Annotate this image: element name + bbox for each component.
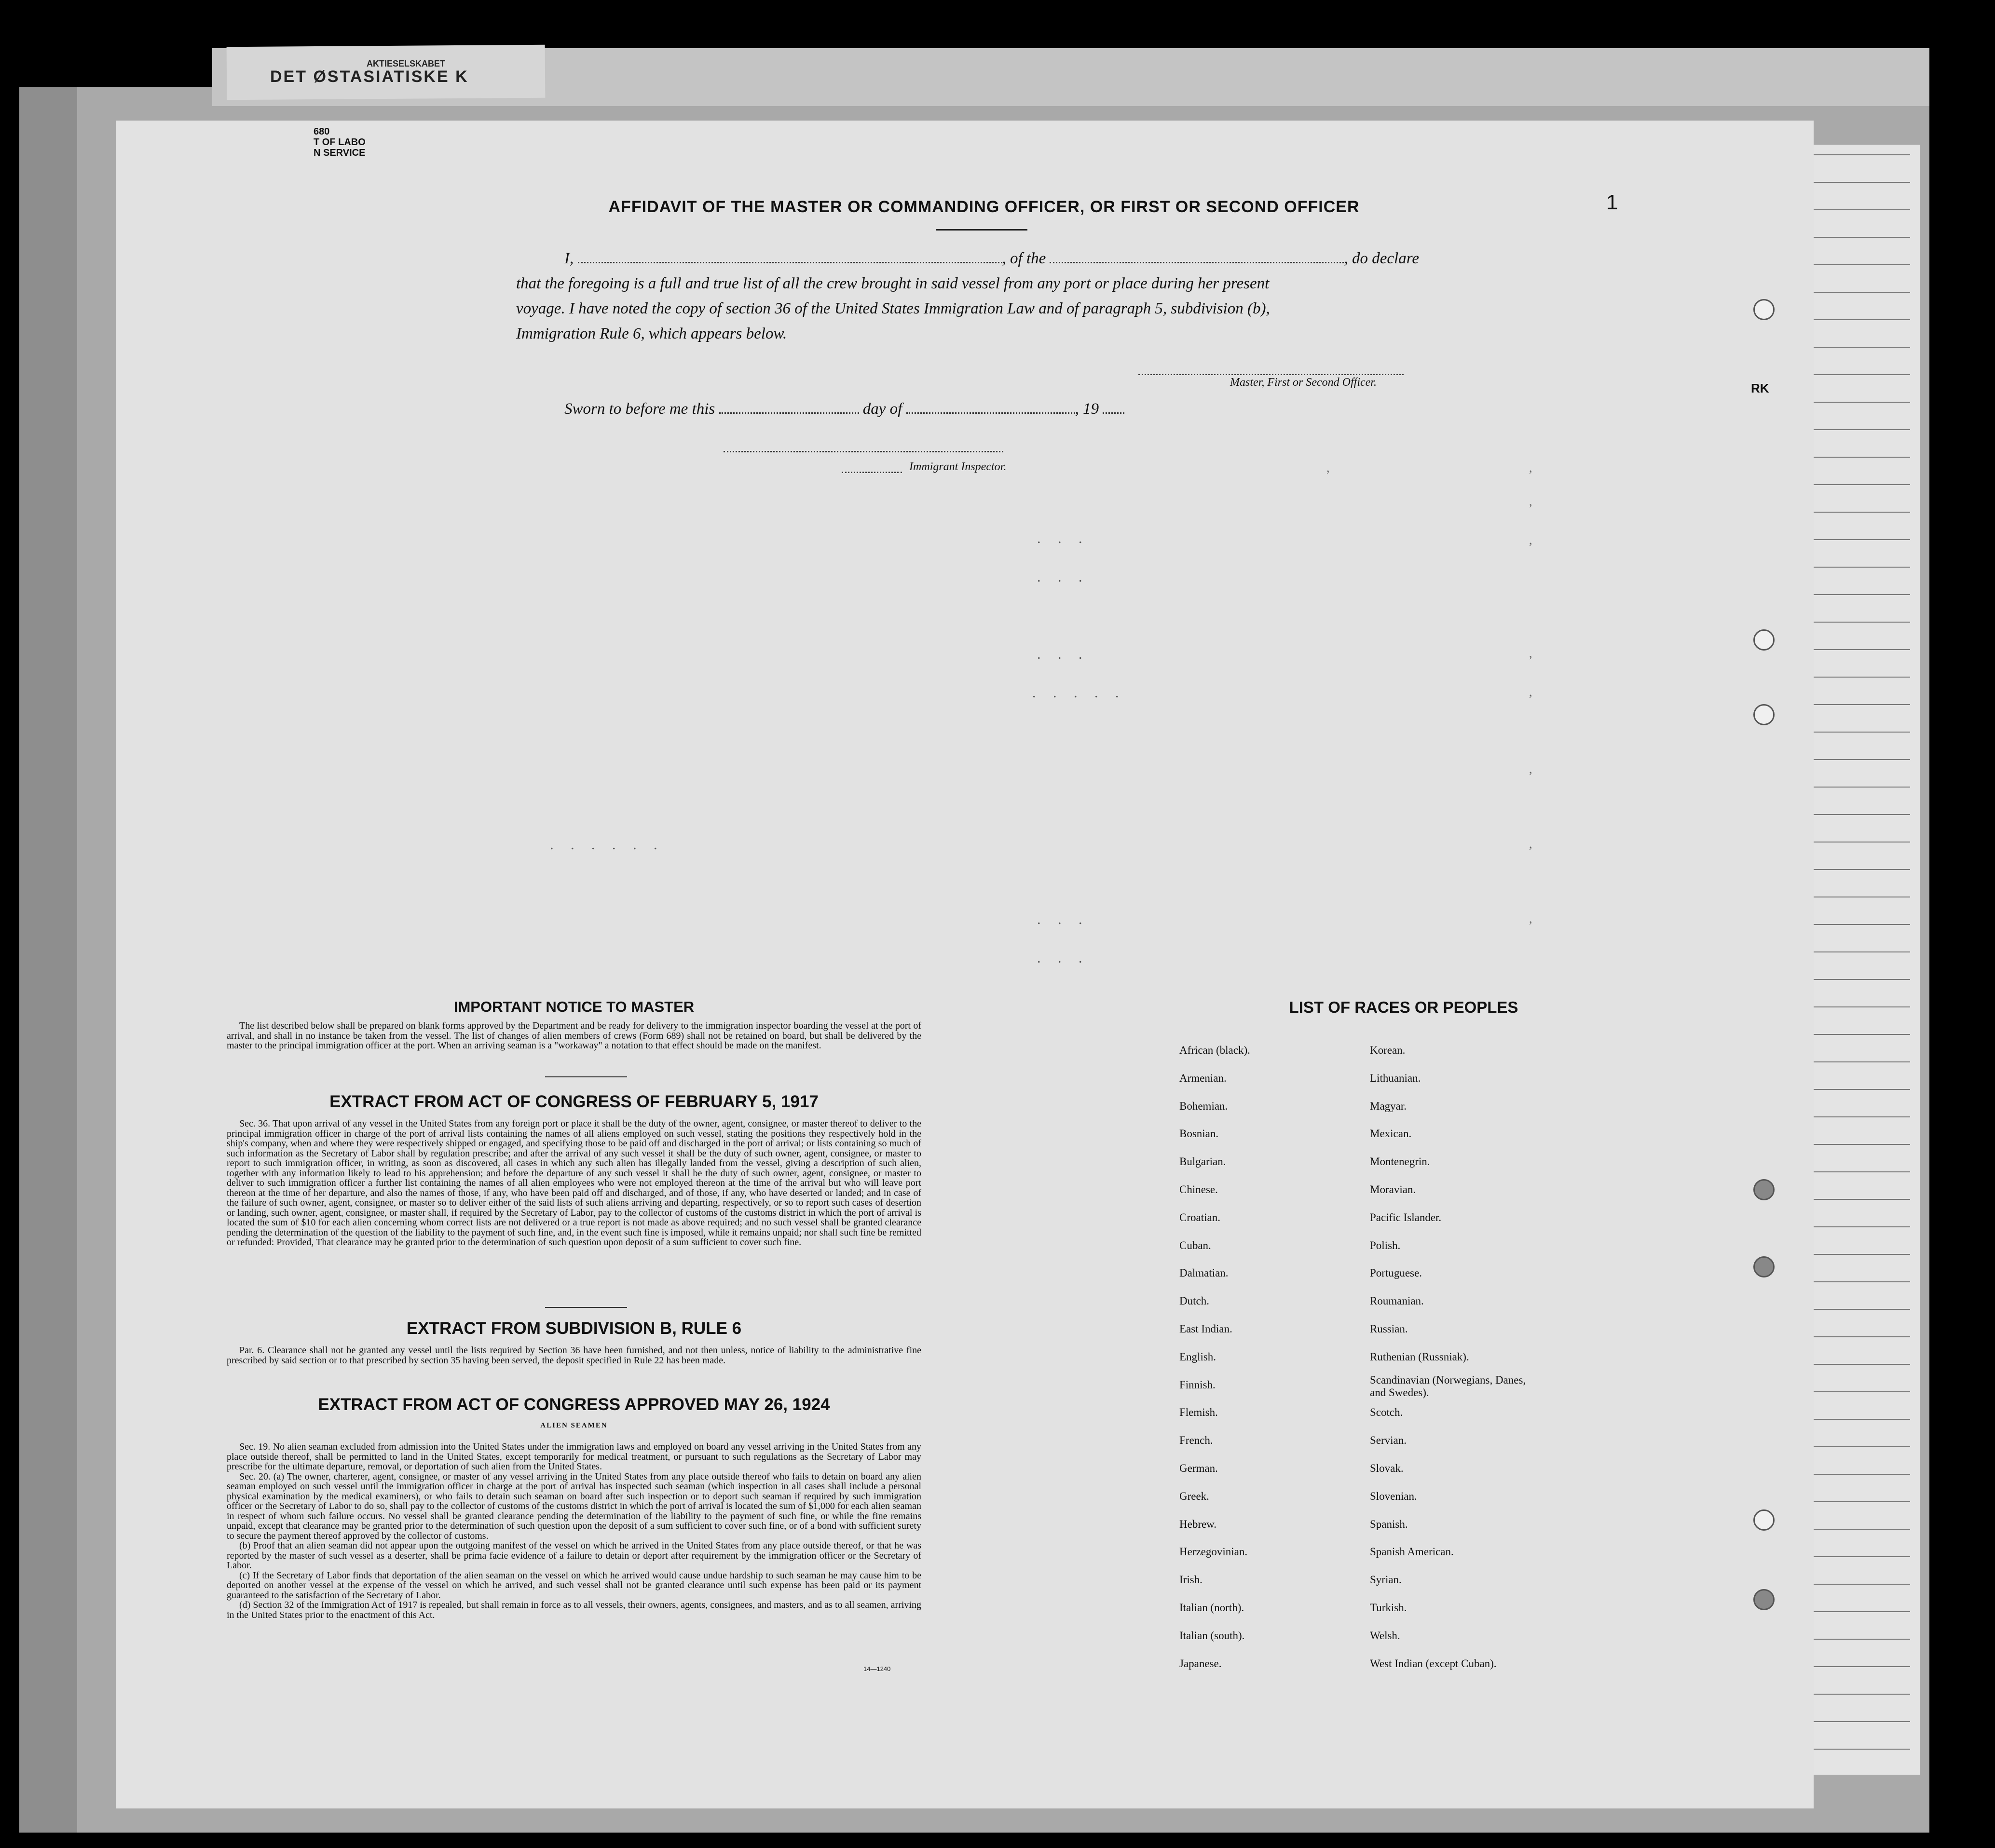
affidavit-line-3: voyage. I have noted the copy of section 36 of the United States Immigration Law and of paragraph 5, subdivision (b), [516,300,1270,317]
race-item: Dalmatian. [1179,1267,1229,1279]
inspector-signature-line-short [842,472,902,473]
race-item: French. [1179,1434,1213,1446]
sworn-line [564,396,1124,421]
race-item: Hebrew. [1179,1518,1217,1530]
tab-line [1814,677,1910,678]
extract-1917-text [227,1119,921,1248]
extract-1917-title: EXTRACT FROM ACT OF CONGRESS OF FEBRUARY 5, 1917 [329,1092,819,1111]
race-item: Slovenian. [1370,1490,1417,1502]
tab-line [1814,1721,1910,1722]
tab-line [1814,1336,1910,1337]
vessel-field[interactable] [1050,260,1344,263]
tab-line [1814,704,1910,705]
bleed-dots: . . . . . [1032,685,1126,701]
race-item: Armenian. [1179,1072,1227,1084]
punch-hole-icon [1753,1589,1775,1610]
race-item: Turkish. [1370,1602,1407,1614]
race-item: East Indian. [1179,1323,1232,1335]
punch-hole-icon [1753,1179,1775,1200]
tab-line [1814,1419,1910,1420]
race-item: Polish. [1370,1239,1401,1251]
extract-rule6-text [227,1345,921,1365]
sworn-day-field[interactable] [719,410,859,414]
tab-line [1814,1611,1910,1612]
corner-stamp-line: 680 [314,126,330,137]
notice-text [227,1021,921,1051]
tab-line [1814,1639,1910,1640]
bleed-dots: . . . [1037,569,1089,585]
tab-line [1814,1144,1910,1145]
race-item: Scotch. [1370,1406,1403,1418]
race-item: Bosnian. [1179,1128,1219,1140]
handwritten-mark: 1 [1606,190,1618,214]
race-item: Roumanian. [1370,1295,1424,1307]
race-item: Italian (south). [1179,1630,1245,1642]
race-item: Flemish. [1179,1406,1218,1418]
race-item: Ruthenian (Russniak). [1370,1351,1469,1363]
background-header-small: AKTIESELSKABET [367,59,446,68]
section-divider [545,1307,627,1308]
bleed-dots: . . . [1037,950,1089,966]
left-binding-strip [19,87,77,1833]
tab-line [1814,1501,1910,1502]
tab-line [1814,292,1910,293]
corner-stamp-line: T OF LABO [314,137,366,148]
tab-line [1814,1116,1910,1117]
affidavit-line-4: Immigration Rule 6, which appears below. [516,325,787,342]
tab-line [1814,924,1910,925]
race-item: Bulgarian. [1179,1155,1226,1168]
bleed-tick: , [1326,461,1330,475]
bleed-dots: . . . [1037,530,1089,546]
tab-line [1814,154,1910,155]
tab-line [1814,594,1910,595]
extract-1924-paragraph: (c) If the Secretary of Labor finds that deportation of the alien seaman on the vessel on which he arrived would cause undue hardship to such seaman he may cause him to be deported on another vessel at the expense of the vessel on which he arrived, and such vessel shall not be granted clearance until such expense has been paid or its payment guaranteed to the satisfaction of the Secretary of Labor. [227,1570,921,1601]
notice-title: IMPORTANT NOTICE TO MASTER [453,998,695,1015]
tab-line [1814,512,1910,513]
race-item: Syrian. [1370,1574,1402,1586]
tab-line [1814,1309,1910,1310]
tab-line [1814,1061,1910,1062]
race-item: Bohemian. [1179,1100,1228,1112]
extract-1924-paragraph: (d) Section 32 of the Immigration Act of 1917 is repealed, but shall remain in force as to all vessels, their owners, agents, consignees, and masters, and as to all seamen, arriving in the United States prior to the enactment of this Act. [227,1600,921,1620]
tab-line [1814,1281,1910,1282]
extract-1924-subtitle: ALIEN SEAMEN [540,1422,608,1429]
tab-line [1814,1666,1910,1667]
bleed-tick: , [1529,685,1532,699]
tab-line [1814,1391,1910,1392]
tab-line [1814,951,1910,952]
sworn-month-field[interactable] [906,410,1075,414]
tab-line [1814,182,1910,183]
tab-line [1814,1749,1910,1750]
tab-line [1814,374,1910,375]
tab-line [1814,1254,1910,1255]
extract-rule6-title: EXTRACT FROM SUBDIVISION B, RULE 6 [406,1319,742,1338]
extract-1924-title: EXTRACT FROM ACT OF CONGRESS APPROVED MAY 26, 1924 [318,1395,830,1414]
tab-line [1814,567,1910,568]
races-title: LIST OF RACES OR PEOPLES [1289,998,1518,1016]
sworn-year-label: , 19 [1075,400,1099,418]
tab-line [1814,347,1910,348]
race-item: Spanish. [1370,1518,1408,1530]
tab-line [1814,1034,1910,1035]
tab-line [1814,1584,1910,1585]
bleed-tick: , [1529,837,1532,851]
race-item: Mexican. [1370,1128,1412,1140]
tab-line [1814,1474,1910,1475]
tab-line [1814,979,1910,980]
background-header: DET ØSTASIATISKE K [270,68,469,86]
punch-hole-icon [1753,1509,1775,1531]
bleed-tick: , [1529,911,1532,925]
tab-line [1814,402,1910,403]
inspector-label: Immigrant Inspector. [909,461,1007,473]
tab-line [1814,759,1910,760]
notice-paragraph: The list described below shall be prepared on blank forms approved by the Department and be ready for delivery to the immigration inspector boarding the vessel at the port of arrival, and shall in no instance be taken from the vessel. The list of changes of alien members of crews (Form 689) shall not be retained on board, but shall be delivered by the master to the principal immigration officer at the port. When an arriving seaman is a "workaway" a notation to that effect should be made on the manifest. [227,1020,921,1051]
affidavit-i: I, [564,250,574,267]
race-item: Cuban. [1179,1239,1211,1251]
race-item: African (black). [1179,1044,1250,1056]
extract-1924-text [227,1442,921,1620]
tab-line [1814,1006,1910,1007]
extract-1917-paragraph: Sec. 36. That upon arrival of any vessel in the United States from any foreign port or place it shall be the duty of the owner, agent, consignee, or master thereof to deliver to the principal immigration officer in charge of the port of arrival lists containing the names of all aliens employed on such vessel, stating the positions they respectively hold in the ship's company, when and where they were respectively shipped or engaged, and specifying those to be paid off and discharged in the port of arrival; or lists containing so much of such information as the Secretary of Labor shall by regulation prescribe; and after the arrival of any such vessel it shall be the duty of such owner, agent, consignee, or master to report to such immigration officer, in writing, as soon as discovered, all cases in which any such alien has illegally landed from the vessel, giving a description of such alien, together with any information likely to lead to his apprehension; and before the departure of any such vessel it shall be the duty of such owner, agent, consignee, or master to deliver to such immigration officer a further list containing the names of all alien employees who were not employed thereon at the time of the arrival but who will leave port thereon at the time of her departure, and also the names of those, if any, who have been paid off and discharged, and of those, if any, who have deserted or landed; and in case of the failure of such owner, agent, consignee, or master so to deliver either of the said lists of such aliens arriving and departing, respectively, or so to report such cases of desertion or landing, such owner, agent, consignee, or master shall, if required by the Secretary of Labor, pay to the collector of customs of the customs district in which the port of arrival is located the sum of $10 for each alien concerning whom correct lists are not delivered or a true report is not made as above required; and no such vessel shall be granted clearance pending the determination of the question of the liability to the payment of such fine, and, in the event such fine is imposed, while it remains unpaid; nor shall such fine be remitted or refunded: Provided, That clearance may be granted prior to the determination of such question upon deposit of a sum sufficient to cover such fine. [227,1118,921,1248]
tab-line [1814,264,1910,265]
race-item: West Indian (except Cuban). [1370,1658,1497,1670]
tab-line [1814,1529,1910,1530]
affidavit-line-1 [564,246,1419,271]
name-field[interactable] [578,260,1002,263]
tab-line [1814,1364,1910,1365]
affidavit-title: AFFIDAVIT OF THE MASTER OR COMMANDING OFFICER, OR FIRST OR SECOND OFFICER [608,198,1360,216]
master-signature-line[interactable] [1138,374,1404,375]
bleed-tick: , [1529,533,1532,547]
race-item: Chinese. [1179,1183,1218,1196]
race-item: Japanese. [1179,1658,1222,1670]
title-divider [936,229,1027,231]
form-number: 14—1240 [863,1665,891,1672]
tab-line [1814,484,1910,485]
race-item: Scandinavian (Norwegians, Danes, and Swedes). [1370,1374,1526,1399]
tab-line [1814,1556,1910,1557]
tab-line [1814,622,1910,623]
race-item: English. [1179,1351,1216,1363]
tab-line [1814,1226,1910,1227]
bleed-dots: . . . [1037,646,1089,662]
section-divider [545,1076,627,1077]
affidavit-declare: , do declare [1344,250,1419,267]
bleed-tick: , [1529,461,1532,475]
tab-line [1814,1089,1910,1090]
tab-mark: RK [1751,381,1769,395]
race-item: Magyar. [1370,1100,1407,1112]
race-item: Herzegovinian. [1179,1546,1248,1558]
race-item: Servian. [1370,1434,1407,1446]
master-signature-label: Master, First or Second Officer. [1230,376,1377,389]
corner-stamp-line: N SERVICE [314,148,366,158]
tab-line [1814,814,1910,815]
tab-line [1814,649,1910,650]
sworn-label: Sworn to before me this [564,400,715,418]
bleed-dots: . . . . . . [550,837,664,853]
extract-1924-paragraph: Sec. 19. No alien seaman excluded from admission into the United States under the immigration laws and employed on board any vessel arriving in the United States from any place outside thereof, shall be permitted to land in the United States, except temporarily for medical treatment, or pursuant to such regulations as the Secretary of Labor may prescribe for the ultimate departure, removal, or deportation of such alien from the United States. [227,1441,921,1472]
punch-hole-icon [1753,704,1775,725]
race-item: Korean. [1370,1044,1406,1056]
race-item: Montenegrin. [1370,1155,1430,1168]
punch-hole-icon [1753,1256,1775,1277]
race-item: Finnish. [1179,1379,1216,1391]
punch-hole-icon [1753,299,1775,320]
inspector-signature-line[interactable] [724,451,1003,452]
race-item: Italian (north). [1179,1602,1244,1614]
race-item: Pacific Islander. [1370,1211,1442,1223]
extract-rule6-paragraph: Par. 6. Clearance shall not be granted any vessel until the lists required by Section 36 have been furnished, and not then unless, notice of liability to the administrative fine prescribed by said section or to that prescribed by section 35 having been served, the deposit specified in Rule 22 has been made. [227,1345,921,1366]
bleed-tick: , [1529,762,1532,776]
tab-line [1814,869,1910,870]
tab-line [1814,1171,1910,1172]
race-item: Irish. [1179,1574,1202,1586]
race-item: Croatian. [1179,1211,1220,1223]
punch-hole-icon [1753,629,1775,651]
race-item: Slovak. [1370,1462,1404,1474]
tab-line [1814,319,1910,320]
extract-1924-paragraph: Sec. 20. (a) The owner, charterer, agent, consignee, or master of any vessel arriving in the United States from any place outside thereof who fails to detain on board any alien seaman employed on such vessel until the immigration officer in charge at the port of arrival has inspected such seaman (which inspection in all cases shall include a personal physical examination by the medical examiners), or who fails to detain such seaman on board after such inspection or to deport such seaman if required by such immigration officer or the Secretary of Labor to do so, shall pay to the collector of customs of the customs district in which the port of arrival is located the sum of $1,000 for each alien seaman in respect of whom such failure occurs. No vessel shall be granted clearance pending the determination of the liability to the payment of such fine, or while the fine remains unpaid, except that clearance may be granted prior to the determination of such question upon the deposit of a sum sufficient to cover such fine, or of a bond with sufficient surety to secure the payment thereof approved by the collector of customs. [227,1471,921,1541]
race-item: Lithuanian. [1370,1072,1421,1084]
race-item: Greek. [1179,1490,1209,1502]
sworn-day-label: day of [862,400,902,418]
bleed-dots: . . . [1037,911,1089,927]
tab-line [1814,209,1910,210]
race-item: Moravian. [1370,1183,1416,1196]
sworn-year-field[interactable] [1103,410,1124,414]
bleed-tick: , [1529,646,1532,660]
race-item: Spanish American. [1370,1546,1454,1558]
tab-line [1814,1446,1910,1447]
tab-line [1814,237,1910,238]
tab-line [1814,429,1910,430]
corner-stamp [314,126,366,158]
race-item: Russian. [1370,1323,1408,1335]
affidavit-line-2: that the foregoing is a full and true list of all the crew brought in said vessel from any port or place during her present [516,275,1270,292]
race-item: German. [1179,1462,1218,1474]
race-item: Dutch. [1179,1295,1209,1307]
tab-line [1814,732,1910,733]
race-item: Welsh. [1370,1630,1400,1642]
tab-line [1814,1694,1910,1695]
extract-1924-paragraph: (b) Proof that an alien seaman did not appear upon the outgoing manifest of the vessel on which he arrived in the United States from any place outside thereof, or that he was reported by the master of such vessel as a deserter, shall be prima facie evidence of a failure to detain or deport after requirement by the immigration officer or the Secretary of Labor. [227,1540,921,1571]
tab-line [1814,787,1910,788]
tab-line [1814,1199,1910,1200]
bleed-tick: , [1529,494,1532,508]
tab-line [1814,457,1910,458]
race-item: Portuguese. [1370,1267,1422,1279]
affidavit-of-the: , of the [1002,250,1046,267]
tab-line [1814,539,1910,540]
